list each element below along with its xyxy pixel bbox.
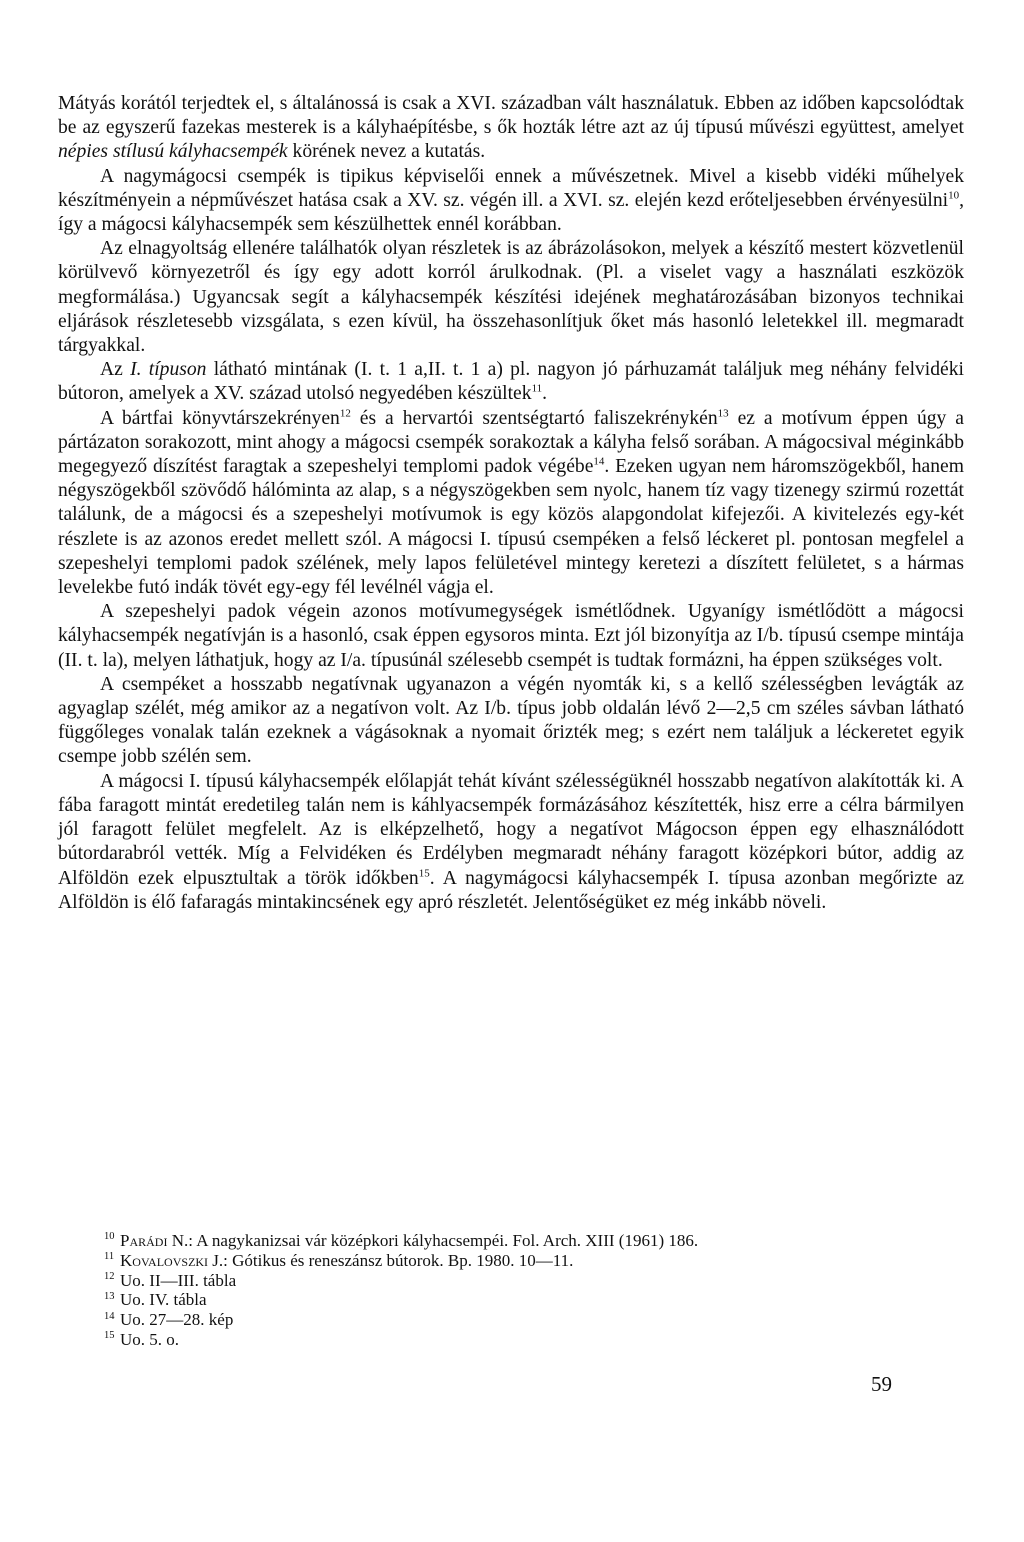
italic-term: I. típuson [130, 359, 207, 381]
footnote-text: Uo. II—III. tábla [120, 1270, 237, 1290]
footnote: 12 Uo. II—III. tábla [104, 1270, 237, 1290]
footnote-text: Uo. 5. o. [120, 1329, 180, 1349]
page-body [58, 92, 964, 915]
paragraph-2 [58, 165, 964, 238]
footnote-ref: 13 [717, 407, 729, 420]
footnote: 11 Kovalovszki J.: Gótikus és reneszánsz bútorok. Bp. 1980. 10—11. [104, 1250, 574, 1270]
footnote-text: : Gótikus és reneszánsz bútorok. Bp. 1980. 10—11. [223, 1250, 574, 1270]
paragraph-text: és a hervartói szentségtartó faliszekrénykén [350, 407, 718, 429]
paragraph-text: . Ezeken ugyan nem háromszögekből, hanem négyszögekből szövődő hálóminta az alap, s a négyszögekben sem nyolc, hanem tíz vagy tizenegy szirmú rozettát találunk, de a mágocsi és a szepeshelyi motívumok is egy közös alapgondolat kifejezői. A kivitelezés egy-két részlete is az azonos eredet mellett szól. A mágocsi I. típusú csempéken a felső léckeret pl. pontosan megfelel a szepeshelyi templomi padok szélének, mely lapos felületével mintegy keretezi a díszített felületet, s a hármas levelekbe futó indák tövét egy-egy fél levélnél vágja el. [58, 456, 964, 599]
paragraph-text: A bártfai könyvtárszekrényen [100, 407, 340, 429]
paragraph-text: . A nagymágocsi kályhacsempék I. típusa azonban megőrizte az Alföldön is élő fafaragás mintakincsének egy apró részletét. Jelentőségüket ez még inkább növeli. [58, 867, 964, 913]
paragraph-6 [58, 600, 964, 673]
paragraph-text: Az elnagyoltság ellenére találhatók olyan részletek is az ábrázolásokon, melyek a készítő mestert közvetlenül körülvevő környezetről és így egy adott korról árulkodnak. (Pl. a viselet vagy a használati eszközök megformálása.) Ugyancsak segít a kályhacsempék készítési idejének meghatározásában bizonyos technikai eljárások részletesebb vizsgálata, s ezen kívül, ha összehasonlítjuk őket más hasonló leletekkel ill. megmaradt tárgyakkal. [58, 238, 964, 357]
footnote-ref: 14 [593, 455, 605, 468]
footnote-ref: 11 [531, 382, 543, 395]
footnote-ref: 12 [339, 407, 351, 420]
paragraph-text: ez a motívum éppen úgy a pártázaton sorakozott, mint ahogy a mágocsi csempék sorakoztak a kályha felső sorában. A mágocsival méginkább megegyező díszítést faragtak a szepeshelyi templomi padok végébe [58, 407, 964, 478]
footnote: 14 Uo. 27—28. kép [104, 1310, 234, 1330]
footnote-author: Kovalovszki J. [120, 1250, 224, 1270]
paragraph-1 [58, 92, 964, 165]
paragraph-text: Az [100, 359, 131, 381]
paragraph-text: látható mintának (I. t. 1 a,II. t. 1 a) pl. nagyon jó párhuzamát találjuk meg néhány felvidéki bútoron, amelyek a XV. század utolsó negyedében készültek [58, 359, 964, 405]
page-number: 59 [871, 1372, 892, 1396]
paragraph-7 [58, 673, 964, 770]
footnote-text: Uo. 27—28. kép [120, 1310, 234, 1330]
paragraph-text: A mágocsi I. típusú kályhacsempék előlapját tehát kívánt szélességüknél hosszabb negatívon alakították ki. A fába faragott mintát eredetileg talán nem is káhlyacsempék formázásához készítették, hisz erre a célra bármilyen jól faragott felület megfelelt. Az is elképzelhető, hogy a negatívot Mágocson éppen egy elhasználódott bútordarabról vették. Míg a Felvidéken és Erdélyben megmaradt néhány faragott középkori bútor, addig az Alföldön ezek elpusztultak a török időkben [58, 770, 964, 889]
italic-term: népies stílusú kályhacsempék [58, 141, 288, 163]
footnote: 15 Uo. 5. o. [104, 1329, 180, 1349]
footnote-text: Uo. IV. tábla [120, 1290, 207, 1310]
paragraph-text: A nagymágocsi csempék is tipikus képviselői ennek a művészetnek. Mivel a kisebb vidéki műhelyek készítményein a népművészet hatása csak a XV. sz. végén ill. a XVI. sz. elején kezd erőteljesebben érvényesülni [58, 165, 964, 211]
paragraph-text: A szepeshelyi padok végein azonos motívumegységek ismétlődnek. Ugyanígy ismétlődött a mágocsi kályhacsempék negatívján is a hasonló, csak éppen egysoros minta. Ezt jól bizonyítja az I/b. típusú csempe mintája (II. t. la), melyen láthatjuk, hogy az I/a. típusúnál szélesebb csempét is tudtak formázni, ha éppen szükséges volt. [58, 601, 964, 671]
footnotes [104, 1231, 884, 1350]
paragraph-3 [58, 237, 964, 358]
paragraph-text: Mátyás korától terjedtek el, s általánossá is csak a XVI. században vált használatuk. Ebben az időben kapcsolódtak be az egyszerű fazekas mesterek is a kályhaépítésbe, s ők hozták létre azt az új típusú művészi együttest, amelyet [58, 93, 964, 139]
paragraph-5 [58, 407, 964, 601]
paragraph-text: körének nevez a kutatás. [287, 141, 486, 163]
paragraph-text: , így a mágocsi kályhacsempék sem készülhettek ennél korábban. [58, 189, 964, 236]
footnote-author: Parádi N. [120, 1231, 189, 1250]
paragraph-8 [58, 770, 964, 915]
footnote-ref: 10 [948, 189, 960, 202]
footnote-text: : A nagykanizsai vár középkori kályhacsempéi. Fol. Arch. XIII (1961) 186. [188, 1231, 699, 1250]
paragraph-4 [58, 358, 964, 406]
footnote-ref: 15 [418, 866, 430, 879]
paragraph-text: A csempéket a hosszabb negatívnak ugyanazon a végén nyomták ki, s a kellő szélességben levágták az agyaglap szélét, még amikor az a negatívon volt. Az I/b. típus jobb oldalán lévő 2—2,5 cm széles sávban látható függőleges vonalak talán ezeknek a vágásoknak a nyomait őrizték meg; s ezért nem találjuk a léckeretet egyik csempe jobb szélén sem. [58, 673, 964, 768]
footnote: 13 Uo. IV. tábla [104, 1290, 207, 1310]
footnote: 10 Parádi N.: A nagykanizsai vár középkori kályhacsempéi. Fol. Arch. XIII (1961) 186. [104, 1231, 699, 1250]
paragraph-text: . [542, 383, 548, 405]
